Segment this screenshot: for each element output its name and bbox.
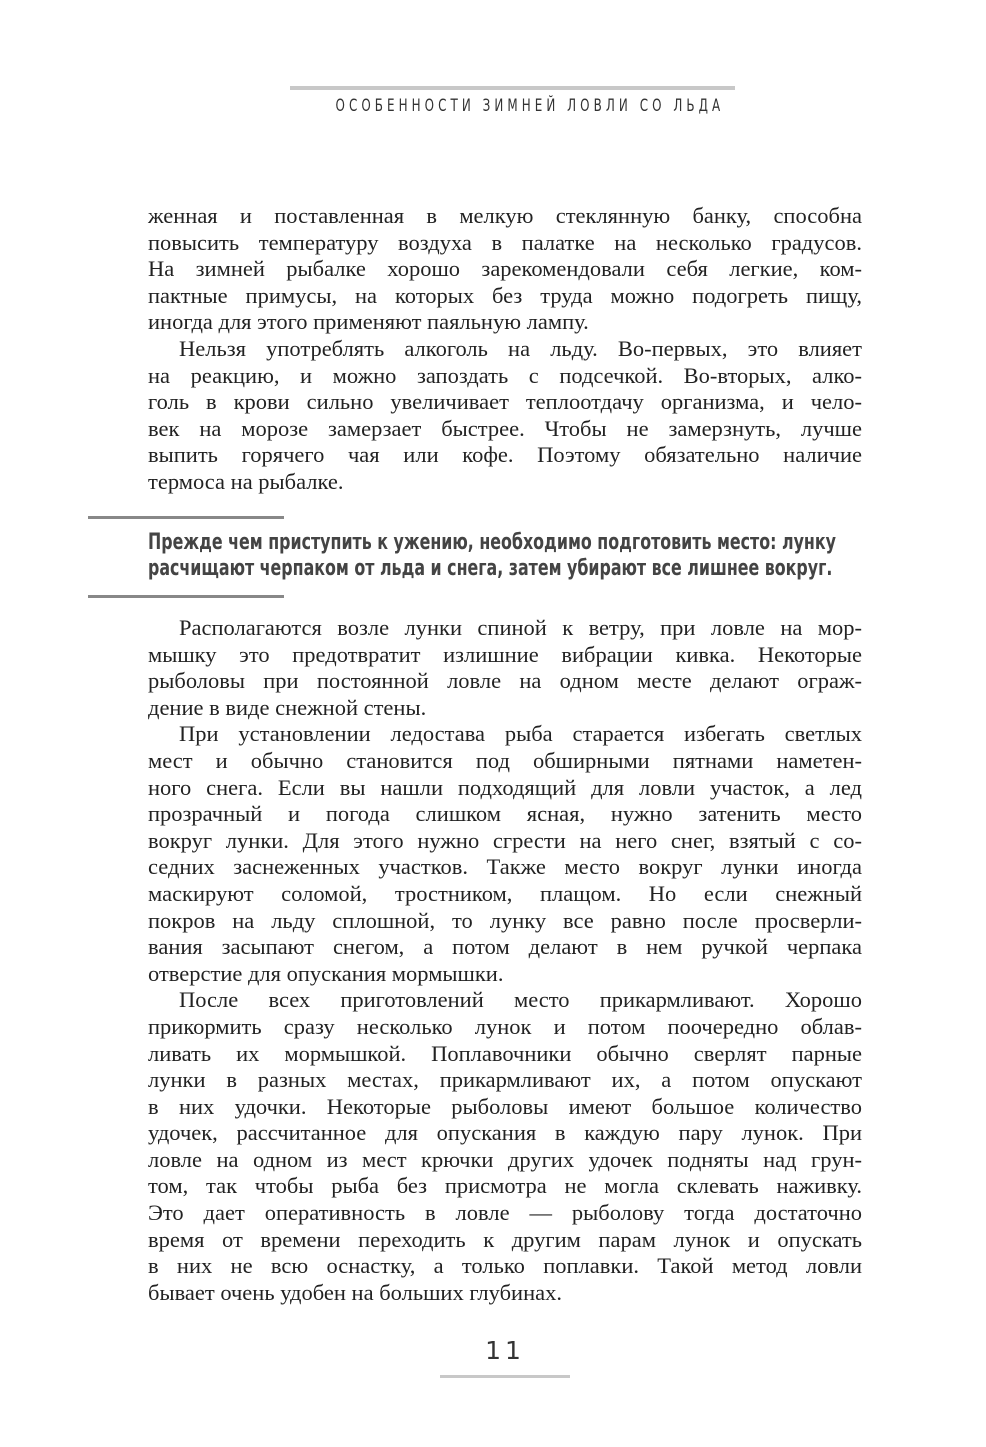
text-line: дение в виде снежной стены. <box>148 694 427 720</box>
text-line: том, так чтобы рыба без присмотра не могла склевать наживку. <box>148 1173 862 1199</box>
text-line: ного снега. Если вы нашли подходящий для ловли участок, а лед <box>148 774 862 800</box>
text-line: ливать их мормышкой. Поплавочники обычно сверлят парные <box>148 1040 862 1066</box>
pull-quote-line: Прежде чем приступить к ужению, необходимо подготовить место: лунку <box>148 530 836 555</box>
text-line: век на морозе замерзает быстрее. Чтобы не замерзнуть, лучше <box>148 415 862 441</box>
text-line: женная и поставленная в мелкую стеклянную банку, способна <box>148 203 862 228</box>
text-line: в них удочки. Некоторые рыболовы имеют большое количество <box>148 1093 862 1119</box>
text-line: бывает очень удобен на больших глубинах. <box>148 1279 562 1305</box>
text-line: на реакцию, и можно запоздать с подсечкой. Во-вторых, алко- <box>148 362 862 388</box>
text-line: Нельзя употреблять алкоголь на льду. Во-первых, это влияет <box>179 335 862 361</box>
text-line: вокруг лунки. Для этого нужно сгрести на него снег, взятый с со- <box>148 827 862 853</box>
text-line: мест и обычно становится под обширными пятнами наметен- <box>148 747 862 773</box>
text-line: После всех приготовлений место прикармливают. Хорошо <box>179 987 862 1013</box>
text-line: седних заснеженных участков. Также место вокруг лунки иногда <box>148 854 862 880</box>
body-text-bottom <box>148 615 862 1306</box>
page-number: 11 <box>485 1336 525 1365</box>
text-line: в них не всю оснастку, а только поплавки. Такой метод ловли <box>148 1253 862 1279</box>
text-line: мышку это предотвратит излишние вибрации кивка. Некоторые <box>148 641 862 667</box>
text-line: ловле на одном из мест крючки других удочек подняты над грун- <box>148 1146 862 1172</box>
text-line: маскируют соломой, тростником, плащом. Но если снежный <box>148 880 862 906</box>
text-line: покров на льду сплошной, то лунку все равно после просверли- <box>148 907 862 933</box>
text-line: отверстие для опускания мормышки. <box>148 960 504 986</box>
text-line: При установлении ледостава рыба старается избегать светлых <box>179 721 862 747</box>
running-header: ОСОБЕННОСТИ ЗИМНЕЙ ЛОВЛИ СО ЛЬДА <box>335 96 725 116</box>
body-text-top <box>148 203 862 496</box>
text-line: прозрачный и погода слишком ясная, нужно затенить место <box>148 801 862 827</box>
text-line: Располагаются возле лунки спиной к ветру, при ловле на мор- <box>179 615 862 640</box>
text-line: лунки в разных местах, прикармливают их, а потом опускают <box>148 1067 862 1093</box>
pull-quote-rule-top <box>88 516 284 519</box>
text-line: рыболовы при постоянной ловле на одном месте делают ограж- <box>148 668 862 694</box>
pull-quote-line: расчищают черпаком от льда и снега, затем убирают все лишнее вокруг. <box>148 556 833 581</box>
text-line: прикормить сразу несколько лунок и потом поочередно облав- <box>148 1013 862 1039</box>
pull-quote-rule-bottom <box>88 595 284 598</box>
pull-quote <box>148 530 848 582</box>
text-line: иногда для этого применяют паяльную лампу. <box>148 309 589 335</box>
page-number-rule <box>440 1375 570 1378</box>
text-line: вания засыпают снегом, а потом делают в нем ручкой черпака <box>148 934 862 960</box>
text-line: На зимней рыбалке хорошо зарекомендовали себя легкие, ком- <box>148 256 862 282</box>
text-line: голь в крови сильно увеличивает теплоотдачу организма, и чело- <box>148 389 862 415</box>
text-line: пактные примусы, на которых без труда можно подогреть пищу, <box>148 282 862 308</box>
header-rule <box>290 86 735 90</box>
text-line: время от времени переходить к другим парам лунок и опускать <box>148 1226 862 1252</box>
text-line: повысить температуру воздуха в палатке на несколько градусов. <box>148 229 862 255</box>
text-line: Это дает оперативность в ловле — рыболову тогда достаточно <box>148 1200 862 1226</box>
text-line: удочек, рассчитанное для опускания в каждую пару лунок. При <box>148 1120 862 1146</box>
text-line: выпить горячего чая или кофе. Поэтому обязательно наличие <box>148 442 862 468</box>
text-line: термоса на рыбалке. <box>148 468 344 494</box>
